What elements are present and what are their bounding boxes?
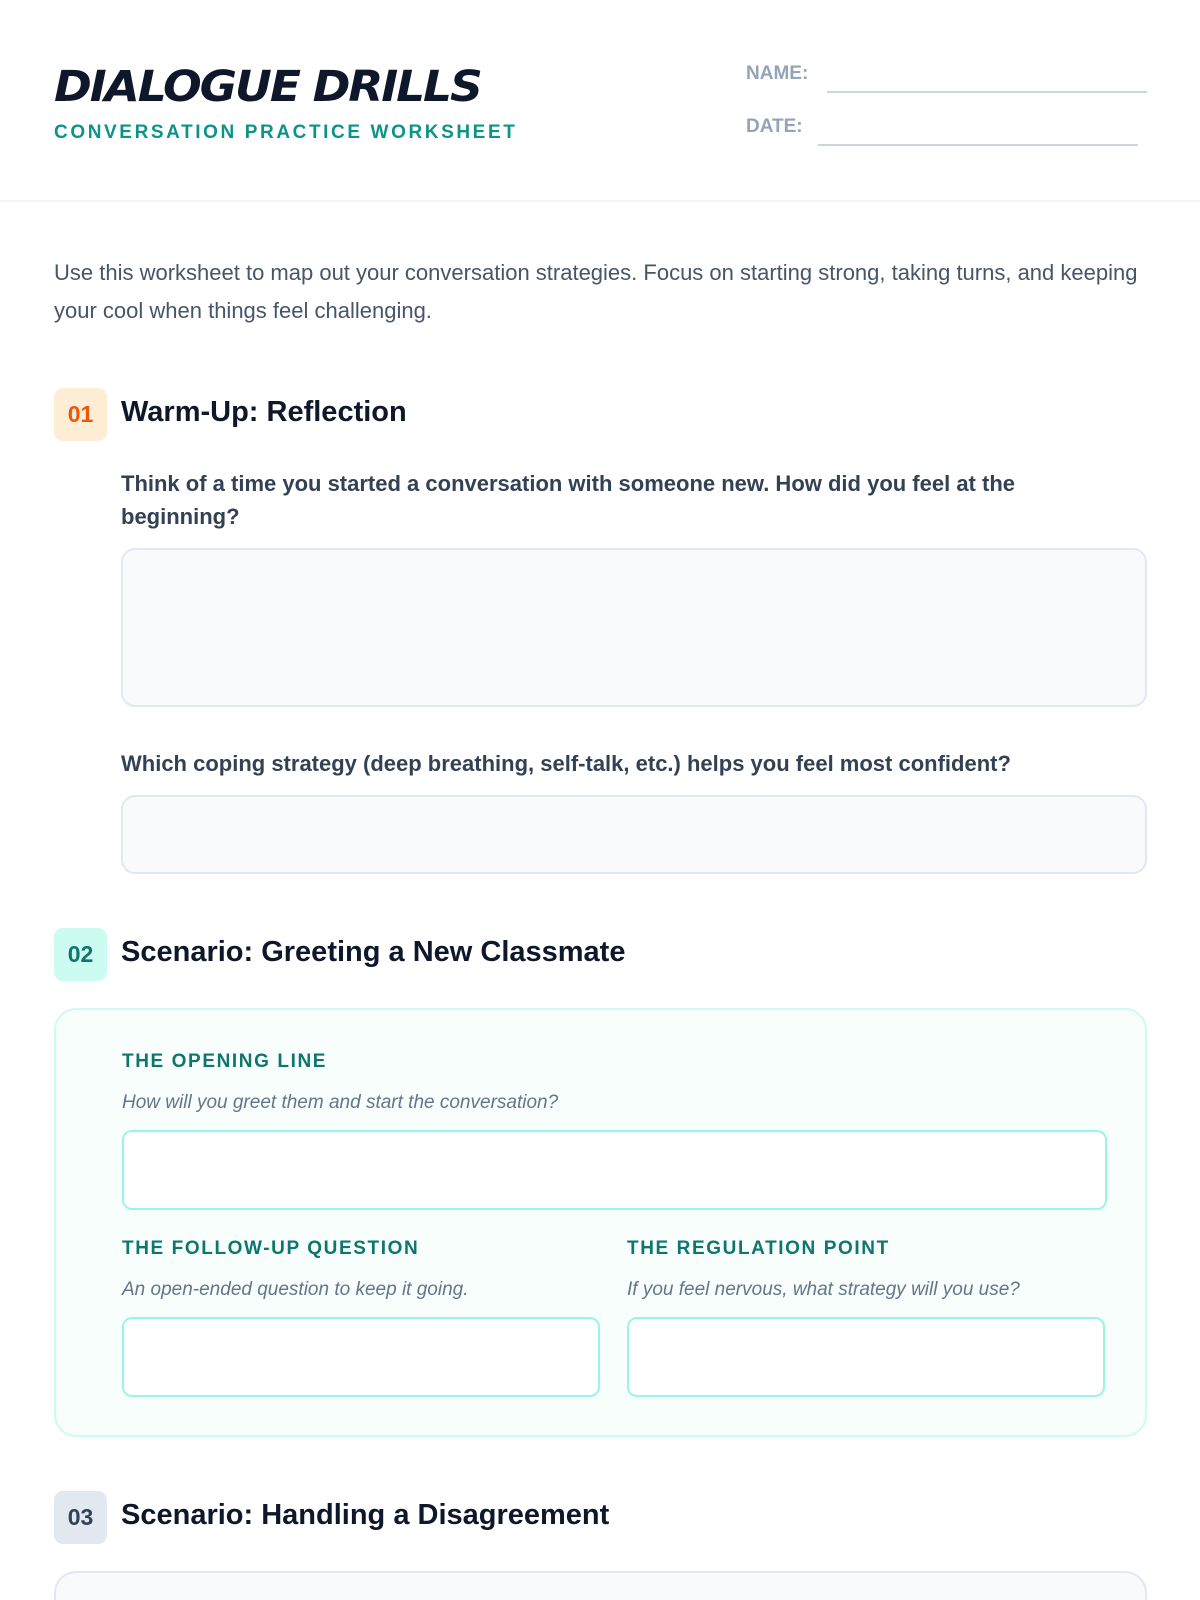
worksheet-title: DIALOGUE DRILLS [54, 62, 481, 112]
name-label: NAME: [746, 63, 809, 84]
date-label: DATE: [746, 116, 803, 137]
intro-text: Use this worksheet to map out your conversation strategies. Focus on starting strong, taking turns, and keeping your cool when things feel challenging. [54, 260, 1138, 323]
section-number-badge: 03 [54, 1491, 107, 1544]
field-hint: How will you greet them and start the conversation? [122, 1092, 559, 1113]
date-field[interactable] [818, 144, 1138, 146]
section-title: Scenario: Greeting a New Classmate [121, 936, 626, 968]
name-field[interactable] [827, 91, 1147, 93]
regulation-point-input[interactable] [627, 1317, 1105, 1397]
section-title: Scenario: Handling a Disagreement [121, 1499, 610, 1531]
field-hint: If you feel nervous, what strategy will you use? [627, 1279, 1020, 1300]
question-prompt: Which coping strategy (deep breathing, self-talk, etc.) helps you feel most confident? [121, 751, 1011, 776]
answer-box[interactable] [121, 548, 1147, 707]
scenario-card [54, 1008, 1147, 1437]
field-label-regulation-point: THE REGULATION POINT [627, 1238, 890, 1259]
scenario-card [54, 1571, 1147, 1600]
field-label-opening-line: THE OPENING LINE [122, 1051, 328, 1072]
follow-up-question-input[interactable] [122, 1317, 600, 1397]
answer-box[interactable] [121, 795, 1147, 874]
field-label-follow-up-question: THE FOLLOW-UP QUESTION [122, 1238, 420, 1259]
question-prompt: Think of a time you started a conversation with someone new. How did you feel at the beginning? [121, 471, 1015, 529]
opening-line-input[interactable] [122, 1130, 1107, 1210]
section-number-badge: 02 [54, 928, 107, 981]
worksheet-header [0, 0, 1200, 202]
worksheet-subtitle: CONVERSATION PRACTICE WORKSHEET [54, 122, 518, 143]
section-number-badge: 01 [54, 388, 107, 441]
field-hint: An open-ended question to keep it going. [122, 1279, 469, 1300]
section-title: Warm-Up: Reflection [121, 396, 407, 428]
